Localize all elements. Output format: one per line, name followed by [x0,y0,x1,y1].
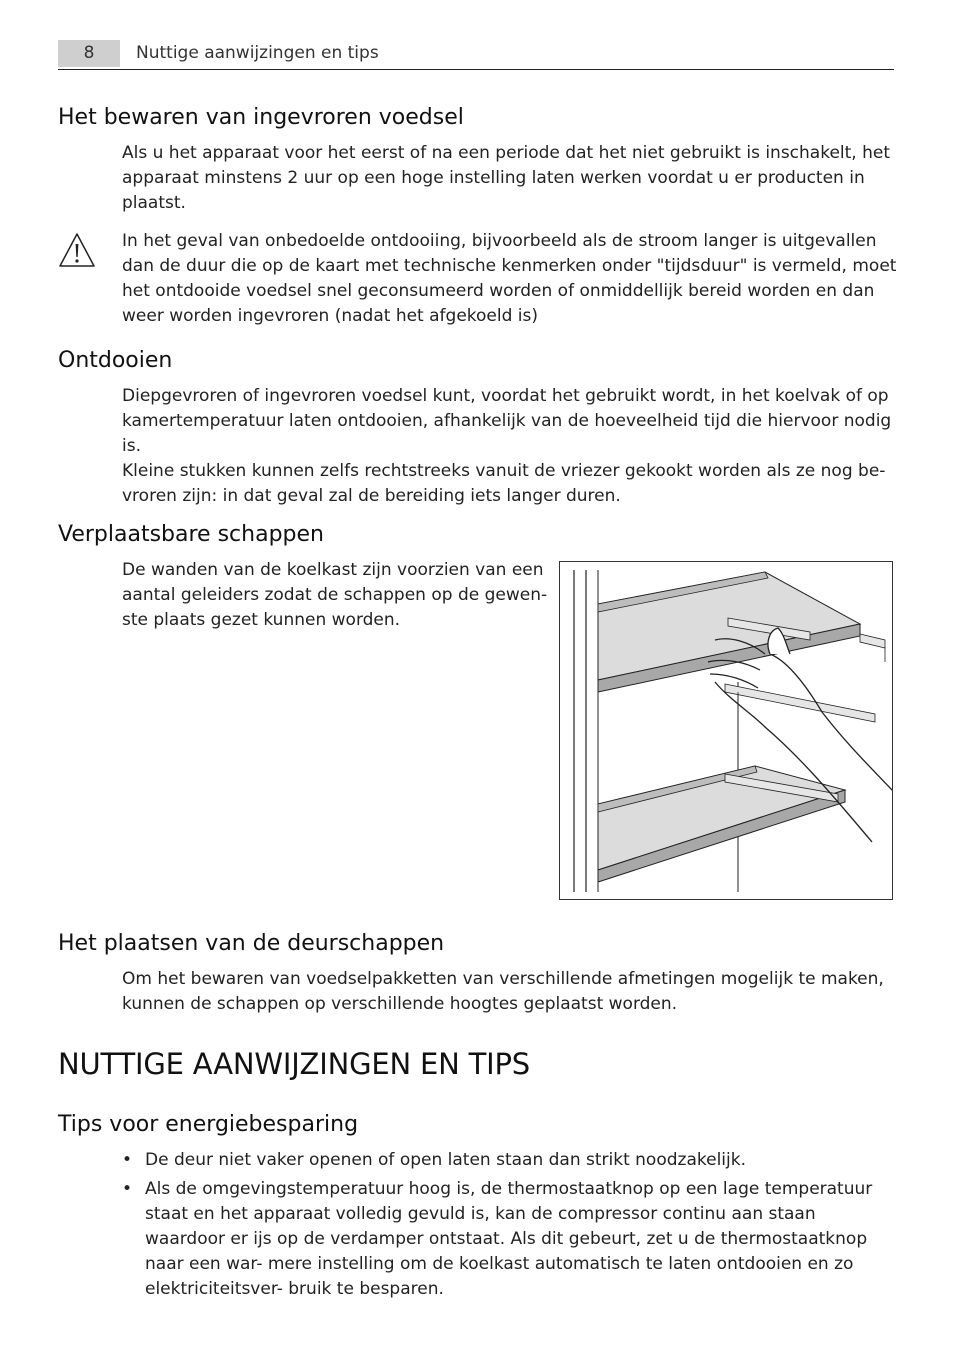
text-line: ste plaats gezet kunnen worden. [122,610,401,630]
text-line: is. [122,436,141,456]
energy-tips-list [122,1148,892,1306]
text-line: De wanden van de koelkast zijn voorzien van een [122,560,544,580]
text-line: Diepgevroren of ingevroren voedsel kunt, voordat het gebruikt wordt, in het koelvak of op [122,386,889,406]
warning-paragraph [122,229,896,329]
text-line: aantal geleiders zodat de schappen op de gewen- [122,585,548,605]
warning-triangle-icon [58,232,96,268]
running-title: Nuttige aanwijzingen en tips [136,43,379,63]
text-line: vroren zijn: in dat geval zal de bereiding iets langer duren. [122,486,621,506]
hand-placing-shelf-drawing [560,562,893,900]
text-line: Kleine stukken kunnen zelfs rechtstreeks vanuit de vriezer gekookt worden als ze nog be- [122,461,886,481]
page-number: 8 [58,40,120,67]
heading-thawing: Ontdooien [58,348,173,373]
text-line: dan de duur die op de kaart met technische kenmerken onder "tijdsduur" is vermeld, moet [122,256,897,276]
list-item [122,1177,892,1302]
list-item [122,1148,892,1173]
text-line: weer worden ingevroren (nadat het afgekoeld is) [122,306,539,326]
list-item-text: Als de omgevingstemperatuur hoog is, de thermostaatknop op een lage temperatuur staat en het apparaat volledig gevuld is, kan de compressor continu aan staan waardoor er ijs op de verdamper ontstaat. Als dit gebeurt, zet u de thermostaatknop naar een war- mere instelling om de koelkast automatisch te laten ontdooien en zo elektriciteitsver- bruik te besparen. [145,1179,873,1299]
text-line: Om het bewaren van voedselpakketten van verschillende afmetingen mogelijk te maken, [122,969,884,989]
heading-energy-saving-tips: Tips voor energiebesparing [58,1112,359,1137]
text-line: kamertemperatuur laten ontdooien, afhankelijk van de hoeveelheid tijd die hiervoor nodig [122,411,892,431]
shelf-illustration [559,561,893,900]
paragraph-door-shelves [122,967,884,1017]
heading-frozen-storage: Het bewaren van ingevroren voedsel [58,105,464,130]
paragraph-frozen-storage [122,141,890,216]
text-line: plaatst. [122,193,186,213]
text-line: Als u het apparaat voor het eerst of na een periode dat het niet gebruikt is inschakelt, het [122,143,891,163]
text-line: apparaat minstens 2 uur op een hoge instelling laten werken voordat u er producten in [122,168,865,188]
text-line: In het geval van onbedoelde ontdooiing, bijvoorbeeld als de stroom langer is uitgevallen [122,231,877,251]
text-line: het ontdooide voedsel snel geconsumeerd worden of onmiddellijk bereid worden en dan [122,281,875,301]
bullet-icon: • [122,1179,133,1199]
bullet-icon: • [122,1150,133,1170]
text-line: kunnen de schappen op verschillende hoogtes geplaatst worden. [122,994,678,1014]
list-item-text: De deur niet vaker openen of open laten staan dan strikt noodzakelijk. [145,1150,746,1170]
paragraph-movable-shelves [122,558,547,633]
header-divider [58,69,894,70]
page-header [58,40,894,70]
chapter-title: NUTTIGE AANWIJZINGEN EN TIPS [58,1047,530,1081]
paragraph-thawing [122,384,891,509]
heading-movable-shelves: Verplaatsbare schappen [58,522,324,547]
heading-door-shelves: Het plaatsen van de deurschappen [58,931,445,956]
